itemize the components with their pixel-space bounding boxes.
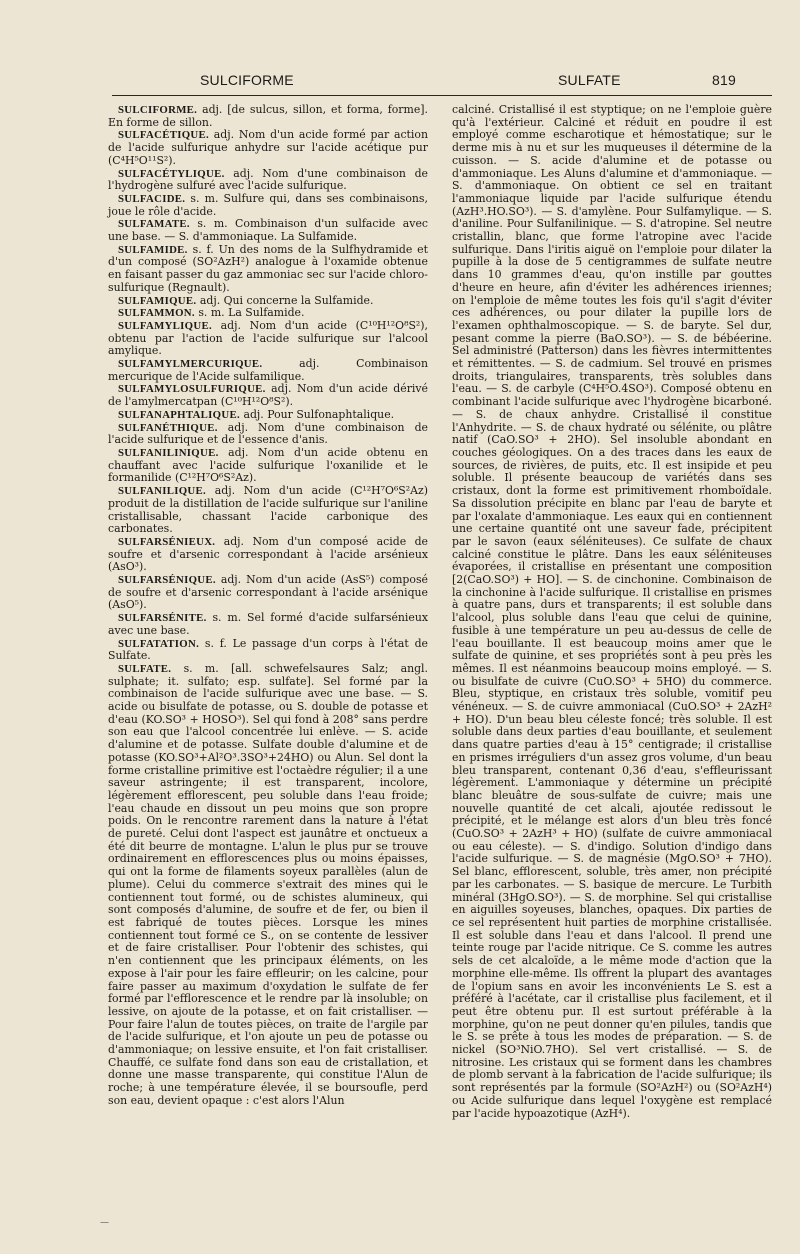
- entry-headword: SULFACÉTIQUE.: [118, 129, 209, 142]
- entry-headword: SULFARSÉNITE.: [118, 612, 207, 625]
- entry-definition: s. m. La Sulfamide.: [194, 306, 305, 320]
- entry-headword: SULCIFORME.: [118, 104, 198, 116]
- dictionary-entry: [108, 663, 428, 1108]
- entry-definition: adj. [de sulcus, sillon, et forma, forme]. En forme de sillon.: [108, 103, 428, 129]
- dictionary-entry: [108, 358, 428, 383]
- entry-headword: SULFAMYLMERCURIQUE.: [118, 358, 263, 371]
- left-column: [108, 104, 428, 1108]
- dictionary-entry: [108, 104, 428, 129]
- entry-headword: SULFATE.: [118, 662, 172, 675]
- entry-headword: SULFAMIQUE.: [118, 294, 197, 307]
- entry-definition: adj. Nom d'un acide (C¹⁰H¹²O⁸S²), obtenu par l'action de l'acide sulfurique sur l'alcool amylique.: [108, 318, 428, 358]
- dictionary-entry: [108, 218, 428, 243]
- dictionary-entry: [108, 320, 428, 358]
- entry-definition: adj. Pour Sulfonaphtalique.: [239, 407, 395, 421]
- entry-definition: adj. Combinaison mercurique de l'Acide sulfamilique.: [108, 357, 428, 383]
- header-rule: [112, 95, 772, 96]
- entry-headword: SULFANAPHTALIQUE.: [118, 408, 240, 421]
- entry-definition: s. m. [all. schwefelsaures Salz; angl. sulphate; it. sulfato; esp. sulfate]. Sel formé par la combinaison de l'acide sulfurique avec une base. — S. acide ou bisulfate de potasse, ou S. double de potasse et d'eau (KO.SO³ + HOSO³). Sel qui fond à 208° sans perdre son eau que l'alcool concentrée lui enlève. — S. acide d'alumine et de potasse. Sulfate double d'alumine et de potasse (KO.SO³+Al²O³.3SO³+24HO) ou Alun. Sel dont la forme cristalline primitive est l'octaèdre régulier; il a une saveur astringente; il est transparent, incolore, légèrement efflorescent, peu soluble dans l'eau froide; l'eau chaude en dissout un peu moins que son propre poids. On le rencontre rarement dans la nature à l'état de pureté. Celui dont l'aspect est jaunâtre et onctueux a été dit beurre de montagne. L'alun le plus pur se trouve ordinairement en efflorescences plus ou moins épaisses, qui ont la forme de filaments soyeux parallèles (alun de plume). Celui du commerce s'extrait des mines qui le contiennent tout formé, ou de schistes alumineux, qui sont composés d'alumine, de soufre et de fer, ou bien il est fabriqué de toutes pièces. Lorsque les mines contiennent tout formé ce S., on se contente de lessiver et de faire cristalliser. Pour l'obtenir des schistes, qui n'en contiennent que les principaux éléments, on les expose à l'air pour les faire effleurir; on les calcine, pour faire passer au maximum d'oxydation le sulfate de fer formé par l'efflorescence et le rendre par là insoluble; on lessive, on ajoute de la potasse, et on fait cristalliser. — Pour faire l'alun de toutes pièces, on traite de l'argile par de l'acide sulfurique, et l'on ajoute un peu de potasse ou d'ammoniaque; on lessive ensuite, et l'on fait cristalliser. Chauffé, ce sulfate fond dans son eau de cristallation, et donne une masse transparente, qui constitue l'Alun de roche; à une température élevée, il se boursoufle, perd son eau, devient opaque : c'est alors l'Alun: [108, 661, 428, 1107]
- entry-definition: adj. Nom d'un acide dérivé de l'amylmercatpan (C¹⁰H¹²O⁸S²).: [108, 382, 428, 409]
- entry-definition: s. m. Combinaison d'un sulfacide avec une base. — S. d'ammoniaque. La Sulfamide.: [108, 217, 428, 244]
- header-left-word: SULCIFORME: [200, 72, 294, 88]
- entry-definition: adj. Nom d'un acide obtenu en chauffant avec l'acide sulfurique l'oxanilide et le formanilide (C¹²H⁷O⁶S²Az).: [108, 445, 428, 485]
- entry-headword: SULFAMIDE.: [118, 243, 188, 256]
- entry-headword: SULFARSÉNIQUE.: [118, 574, 216, 587]
- entry-definition: calciné. Cristallisé il est styptique; on ne l'emploie guère qu'à l'extérieur. Calciné et réduit en poudre il est employé comme escharotique et hémostatique; sur le derme mis à nu et sur les muqueuses il détermine de la cuisson. — S. acide d'alumine et de potasse ou d'ammoniaque. Les Aluns d'alumine et d'ammoniaque. — S. d'ammoniaque. On obtient ce sel en traitant l'ammoniaque liquide par l'acide sulfurique étendu (AzH³.HO.SO³). — S. d'amylène. Pour Sulfamylique. — S. d'aniline. Pour Sulfanilinique. — S. d'atropine. Sel neutre cristallin, blanc, que forme l'atropine avec l'acide sulfurique. Dans l'iritis aiguë on l'emploie pour dilater la pupille à la dose de 5 centigrammes de sulfate neutre dans 10 grammes d'eau, qu'on instille par gouttes d'heure en heure, afin d'éviter les adhérences iriennes; on l'emploie de même toutes les fois qu'il s'agit d'éviter ces adhérences, ou pour dilater la pupille lors de l'examen ophthalmoscopique. — S. de baryte. Sel dur, pesant comme la pierre (BaO.SO³). — S. de bébéerine. Sel administré (Patterson) dans les fièvres intermittentes et rémittentes. — S. de cadmium. Sel trouvé en prismes droits, triangulaires, transparents, très solubles dans l'eau. — S. de carbyle (C⁴H⁵O.4SO³). Composé obtenu en combinant l'acide sulfurique avec l'hydrogène bicarboné. — S. de chaux anhydre. Cristallisé il constitue l'Anhydrite. — S. de chaux hydraté ou sélénite, ou plâtre natif (CaO.SO³ + 2HO). Sel insoluble abondant en couches géologiques. On a des traces dans les eaux de sources, de rivières, de puits, etc. Il est insipide et peu soluble. Il présente beaucoup de variétés dans ses cristaux, dont la forme est primitivement rhomboïdale. Sa dissolution précipite en blanc par l'eau de baryte et par l'oxalate d'ammoniaque. Les eaux qui en contiennent une certaine quantité ont une saveur fade, précipitent par le savon (eaux séléniteuses). Ce sulfate de chaux calciné constitue le plâtre. Dans les eaux séléniteuses évaporées, il cristallise en présentant une composition [2(CaO.SO³) + HO]. — S. de cinchonine. Combinaison de la cinchonine à l'acide sulfurique. Il cristallise en prismes à quatre pans, durs et transparents; il est soluble dans l'alcool, plus soluble dans l'eau que celui de quinine, fusible à une température un peu au-dessus de celle de l'eau bouillante. Il est beaucoup moins amer que le sulfate de quinine, et ses propriétés sont à peu près les mêmes. Il est néanmoins beaucoup moins employé. — S. ou bisulfate de cuivre (CuO.SO³ + 5HO) du commerce. Bleu, styptique, en cristaux très soluble, vomitif peu vénéneux. — S. de cuivre ammoniacal (CuO.SO³ + 2AzH² + HO). D'un beau bleu céleste foncé; très soluble. Il est soluble dans deux parties d'eau bouillante, et seulement dans quatre parties d'eau à 15° centigrade; il cristallise en prismes irréguliers d'un assez gros volume, d'un beau bleu transparent, contenant 0,36 d'eau, s'effleurissant légèrement. L'ammoniaque y détermine un précipité blanc bleuâtre de sous-sulfate de cuivre; mais une nouvelle quantité de cet alcali, ajoutée redissout le précipité, et le mélange est alors d'un bleu très foncé (CuO.SO³ + 2AzH³ + HO) (sulfate de cuivre ammoniacal ou eau céleste). — S. d'indigo. Solution d'indigo dans l'acide sulfurique. — S. de magnésie (MgO.SO³ + 7HO). Sel blanc, efflorescent, soluble, très amer, non précipité par les carbonates. — S. basique de mercure. Le Turbith minéral (3HgO.SO³). — S. de morphine. Sel qui cristallise en aiguilles soyeuses, blanches, opaques. Dix parties de ce sel représentent huit parties de morphine cristallisée. Il est soluble dans l'eau et dans l'alcool. Il prend une teinte rouge par l'acide nitrique. Ce S. comme les autres sels de cet alcaloïde, a le même mode d'action que la morphine elle-même. Ils offrent la plupart des avantages de l'opium sans en avoir les inconvénients Le S. est a préféré à l'acétate, car il cristallise plus facilement, et il peut être obtenu pur. Il est surtout préférable à la morphine, qu'on ne peut donner qu'en pilules, tandis que le S. se prête à tous les modes de préparation. — S. de nickel (SO³NiO.7HO). Sel vert cristallisé. — S. de nitrosine. Les cristaux qui se forment dans les chambres de plomb servant à la fabrication de l'acide sulfurique; ils sont représentés par la formule (SO²AzH²) ou (SO²AzH⁴) ou Acide sulfurique dans lequel l'oxygène est remplacé par l'acide hypoazotique (AzH⁴).: [452, 103, 772, 1120]
- entry-headword: SULFACÉTYLIQUE.: [118, 167, 225, 180]
- entry-headword: SULFACIDE.: [118, 192, 186, 205]
- entry-headword: SULFAMATE.: [118, 218, 190, 231]
- entry-definition: adj. Nom d'un acide formé par action de l'acide sulfurique anhydre sur l'acide acétique pur (C⁴H⁵O¹¹S²).: [108, 128, 428, 167]
- entry-definition: s. f. Un des noms de la Sulfhydramide et d'un composé (SO²AzH²) analogue à l'oxamide obtenue en faisant passer du gaz ammoniac sec sur l'acide chloro-sulfurique (Regnault).: [108, 242, 428, 294]
- entry-headword: SULFARSÉNIEUX.: [118, 535, 216, 548]
- dictionary-entry: [108, 244, 428, 295]
- dictionary-entry: [108, 193, 428, 218]
- dictionary-entry: [108, 168, 428, 193]
- dictionary-entry: [108, 638, 428, 663]
- footer-mark: —: [100, 1218, 109, 1228]
- header-right-word: SULFATE: [558, 72, 621, 88]
- dictionary-entry: [452, 104, 772, 1120]
- entry-headword: SULFATATION.: [118, 637, 200, 650]
- dictionary-entry: [108, 612, 428, 637]
- entry-headword: SULFANILINIQUE.: [118, 446, 219, 459]
- right-column: [452, 104, 772, 1120]
- entry-headword: SULFANILIQUE.: [118, 485, 206, 498]
- entry-definition: s. m. Sel formé d'acide sulfarsénieux avec une base.: [108, 611, 428, 637]
- entry-definition: adj. Nom d'un acide (AsS⁵) composé de soufre et d'arsenic correspondant à l'acide arsénique (AsO⁵).: [108, 573, 428, 612]
- dictionary-entry: [108, 383, 428, 408]
- entry-definition: adj. Nom d'une combinaison de l'hydrogène sulfuré avec l'acide sulfurique.: [108, 166, 428, 193]
- dictionary-entry: [108, 536, 428, 574]
- entry-definition: adj. Qui concerne la Sulfamide.: [196, 293, 374, 307]
- running-header: [0, 72, 800, 94]
- dictionary-entry: [108, 447, 428, 485]
- dictionary-entry: [108, 574, 428, 612]
- dictionary-entry: [108, 129, 428, 167]
- page-number: 819: [712, 72, 736, 88]
- entry-definition: adj. Nom d'un composé acide de soufre et d'arsenic correspondant à l'acide arsénieux (AsO³).: [108, 534, 428, 574]
- dictionary-entry: [108, 422, 428, 447]
- entry-headword: SULFANÉTHIQUE.: [118, 421, 218, 434]
- entry-definition: s. f. Le passage d'un corps à l'état de Sulfate.: [108, 636, 428, 663]
- entry-headword: SULFAMYLOSULFURIQUE.: [118, 383, 266, 396]
- entry-definition: s. m. Sulfure qui, dans ses combinaisons, joue le rôle d'acide.: [108, 191, 428, 218]
- entry-definition: adj. Nom d'un acide (C¹²H⁷O⁶S²Az) produit de la distillation de l'acide sulfurique sur l'aniline cristallisable, chassant l'acide carbonique des carbonates.: [108, 484, 428, 536]
- dictionary-entry: [108, 485, 428, 536]
- entry-headword: SULFAMMON.: [118, 307, 195, 320]
- entry-headword: SULFAMYLIQUE.: [118, 319, 212, 332]
- entry-definition: adj. Nom d'une combinaison de l'acide sulfurique et de l'essence d'anis.: [108, 420, 428, 447]
